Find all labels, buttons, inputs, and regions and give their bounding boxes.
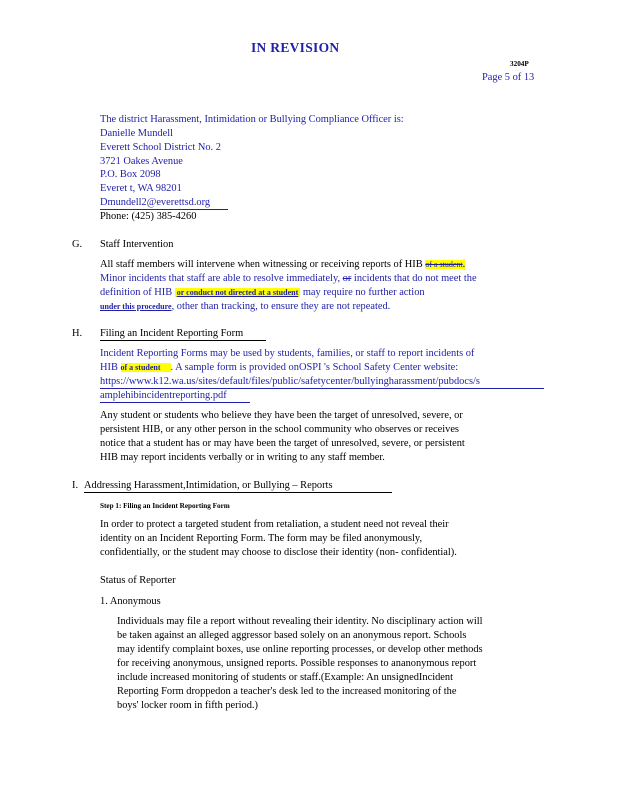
officer-po-box: P.O. Box 2098 [100, 169, 161, 180]
section-h-line-2-tail: . A sample form is provided onOSPI 's School Safety Center website: [170, 362, 459, 373]
ospi-link-line-1[interactable]: https://www.k12.wa.us/sites/default/files/public/safetycenter/bullyingharassment/pubdocs/s [100, 376, 480, 387]
email-underline [100, 209, 228, 210]
section-g-line-1-text: All staff members will intervene when witnessing or receiving reports of HIB [100, 259, 426, 270]
officer-name: Danielle Mundell [100, 128, 174, 139]
step-1-heading: Step 1: Filing an Incident Reporting Form [100, 502, 230, 510]
officer-street: 3721 Oakes Avenue [100, 156, 183, 167]
section-g-line-3-text: definition of HIB [100, 287, 175, 298]
section-g-line-4 [100, 302, 390, 312]
officer-district: Everett School District No. 2 [100, 142, 221, 153]
section-g-letter: G. [72, 239, 83, 250]
anonymous-line-3: may identify complaint boxes, use online reporting processes, or develop other methods [117, 644, 483, 655]
section-g-line-1 [100, 260, 465, 270]
section-g-line-2-tail: incidents that do not meet the [351, 273, 477, 284]
anonymous-heading: 1. Anonymous [100, 596, 161, 607]
officer-email[interactable]: Dmundell2@everettsd.org [100, 197, 211, 208]
step-1-line-1: In order to protect a targeted student from retaliation, a student need not reveal their [100, 519, 449, 530]
section-g-heading: Staff Intervention [100, 239, 174, 250]
section-h-line-2-text: HIB [100, 362, 121, 373]
officer-city: Everet t, WA 98201 [100, 183, 182, 194]
step-1-line-3: confidentially, or the student may choose to disclose their identity (non- confidential). [100, 547, 457, 558]
section-g-line-3-tail: may require no further action [300, 287, 425, 298]
section-g-line-3 [100, 288, 425, 298]
page-number: Page 5 of 13 [482, 72, 535, 83]
highlighted-conduct-clause: or conduct not directed at a student [176, 288, 299, 297]
section-i-underline [84, 492, 392, 493]
officer-phone: Phone: (425) 385-4260 [100, 211, 197, 222]
section-h-underline [100, 340, 266, 341]
struck-procedure-phrase: under this procedure [100, 302, 172, 311]
officer-intro: The district Harassment, Intimidation or Bullying Compliance Officer is: [100, 114, 404, 125]
step-1-line-2: identity on an Incident Reporting Form. The form may be filed anonymously, [100, 533, 423, 544]
anonymous-line-1: Individuals may file a report without revealing their identity. No disciplinary action will [117, 616, 483, 627]
struck-or: or [342, 273, 352, 284]
section-h-para2-line-2: persistent HIB, or any other person in the school community who observes or receives [100, 424, 459, 435]
section-h-para2-line-4: HIB may report incidents verbally or in writing to any staff member. [100, 452, 385, 463]
section-h-para2-line-3: notice that a student has or may have been the target of unresolved, severe, or persistent [100, 438, 465, 449]
status-of-reporter-heading: Status of Reporter [100, 575, 176, 586]
revision-status: IN REVISION [251, 40, 340, 55]
anonymous-line-5: include increased monitoring of students or staff.(Example: An unsignedIncident [117, 672, 453, 683]
highlighted-of-a-student: of a student [425, 260, 463, 269]
section-h-line-2 [100, 363, 458, 373]
ospi-link-line-2[interactable]: amplehibincidentreporting.pdf [100, 390, 227, 401]
section-h-line-1: Incident Reporting Forms may be used by students, families, or staff to report incidents of [100, 348, 475, 359]
anonymous-line-2: be taken against an alleged aggressor based solely on an anonymous report. Schools [117, 630, 467, 641]
section-i-heading: Addressing Harassment,Intimidation, or Bullying – Reports [84, 480, 333, 491]
section-h-para2-line-1: Any student or students who believe they have been the target of unresolved, severe, or [100, 410, 463, 421]
anonymous-line-4: for receiving anonymous, unsigned reports. Possible responses to ananonymous report [117, 658, 477, 669]
highlighted-of-a-student: of a student [121, 363, 171, 372]
link-underline-2 [100, 402, 250, 403]
section-g-line-2 [100, 274, 477, 284]
policy-number: 3204P [510, 60, 529, 68]
link-underline-1 [100, 388, 544, 389]
anonymous-line-6: Reporting Form droppedon a teacher's desk led to the increased monitoring of the [117, 686, 457, 697]
section-h-heading: Filing an Incident Reporting Form [100, 328, 244, 339]
section-h-letter: H. [72, 328, 83, 339]
section-i-letter: I. [72, 480, 79, 491]
section-g-line-2-text: Minor incidents that staff are able to resolve immediately, [100, 273, 343, 284]
section-g-line-4-tail: , other than tracking, to ensure they are not repeated. [171, 301, 391, 312]
highlight-tail: . [462, 259, 466, 270]
anonymous-line-7: boys' locker room in fifth period.) [117, 700, 258, 711]
